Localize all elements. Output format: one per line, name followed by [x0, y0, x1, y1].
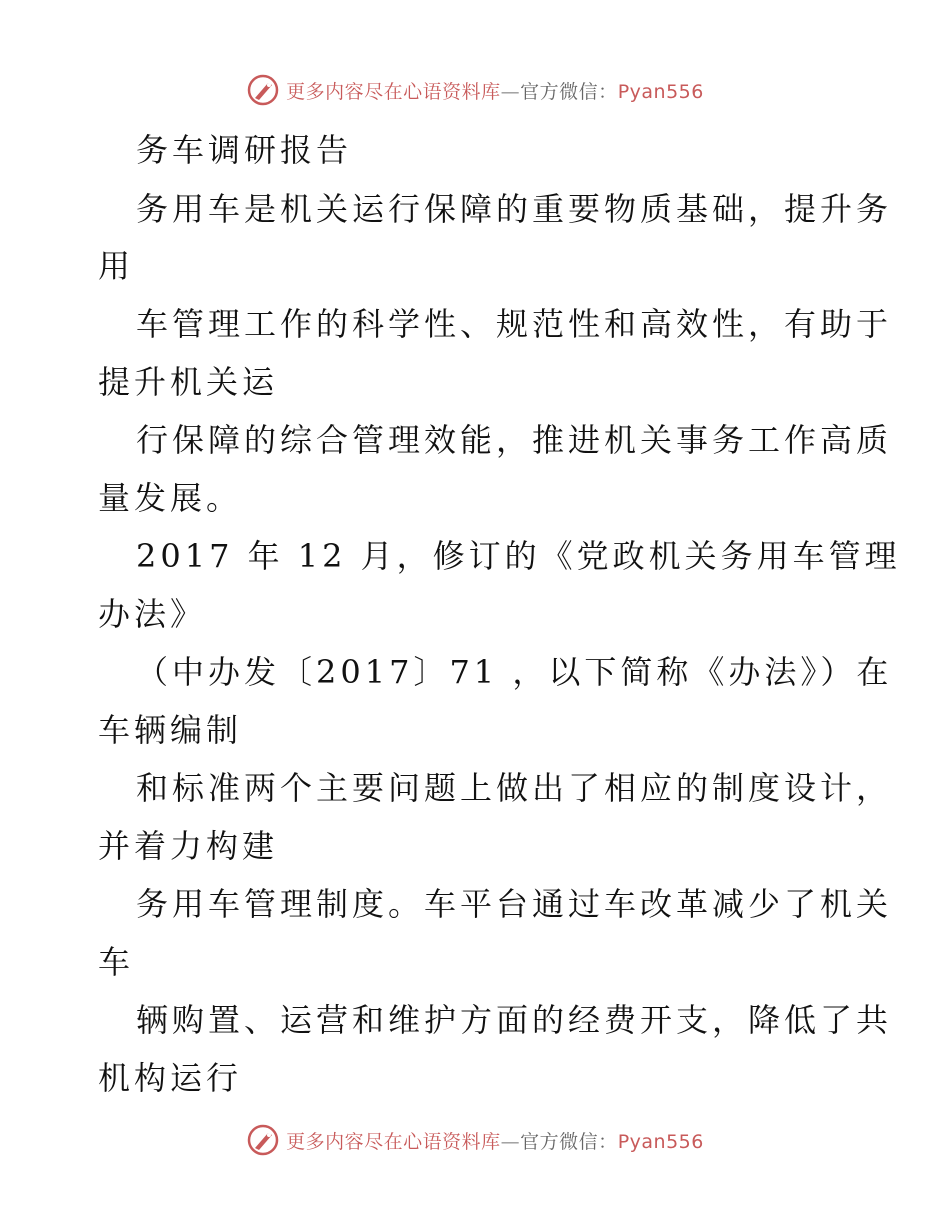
document-title: 务车调研报告 — [136, 131, 353, 169]
paragraph-line: 并着力构建 — [98, 827, 279, 865]
paragraph-line: 辆购置、运营和维护方面的经费开支，降低了共 — [136, 1001, 893, 1039]
footer-brand: 更多内容尽在心语资料库 — [286, 1130, 501, 1153]
header-separator: — — [500, 80, 521, 103]
paragraph-line: 提升机关运 — [98, 363, 279, 401]
header-wechat-label: 官方微信： — [520, 80, 618, 103]
header-banner — [0, 70, 950, 110]
paragraph-line: 行保障的综合管理效能，推进机关事务工作高质 — [136, 421, 893, 459]
paragraph-line: 和标准两个主要问题上做出了相应的制度设计， — [136, 769, 893, 807]
paragraph-line: 办法》 — [98, 595, 207, 633]
quill-logo-icon — [246, 73, 280, 107]
paragraph-line: 车管理工作的科学性、规范性和高效性，有助于 — [136, 305, 893, 343]
paragraph-line: 用 — [98, 247, 135, 285]
paragraph-line: 2017 年 12 月，修订的《党政机关务用车管理 — [136, 537, 901, 575]
footer-separator: — — [500, 1130, 521, 1153]
paragraph-line: 车 — [98, 943, 135, 981]
header-handle: Pyan556 — [617, 80, 704, 103]
header-text — [286, 77, 704, 104]
paragraph-line: 量发展。 — [98, 479, 243, 517]
paragraph-line: 务用车管理制度。车平台通过车改革减少了机关 — [136, 885, 893, 923]
footer-text — [286, 1127, 704, 1154]
paragraph-line: 车辆编制 — [98, 711, 243, 749]
paragraph-line: 务用车是机关运行保障的重要物质基础，提升务 — [136, 190, 893, 228]
paragraph-line: 机构运行 — [98, 1059, 243, 1097]
paragraph-line: （中办发〔2017〕71 ，以下简称《办法》）在 — [136, 653, 893, 691]
footer-banner — [0, 1120, 950, 1160]
footer-handle: Pyan556 — [617, 1130, 704, 1153]
quill-logo-icon — [246, 1123, 280, 1157]
header-brand: 更多内容尽在心语资料库 — [286, 80, 501, 103]
footer-wechat-label: 官方微信： — [520, 1130, 618, 1153]
